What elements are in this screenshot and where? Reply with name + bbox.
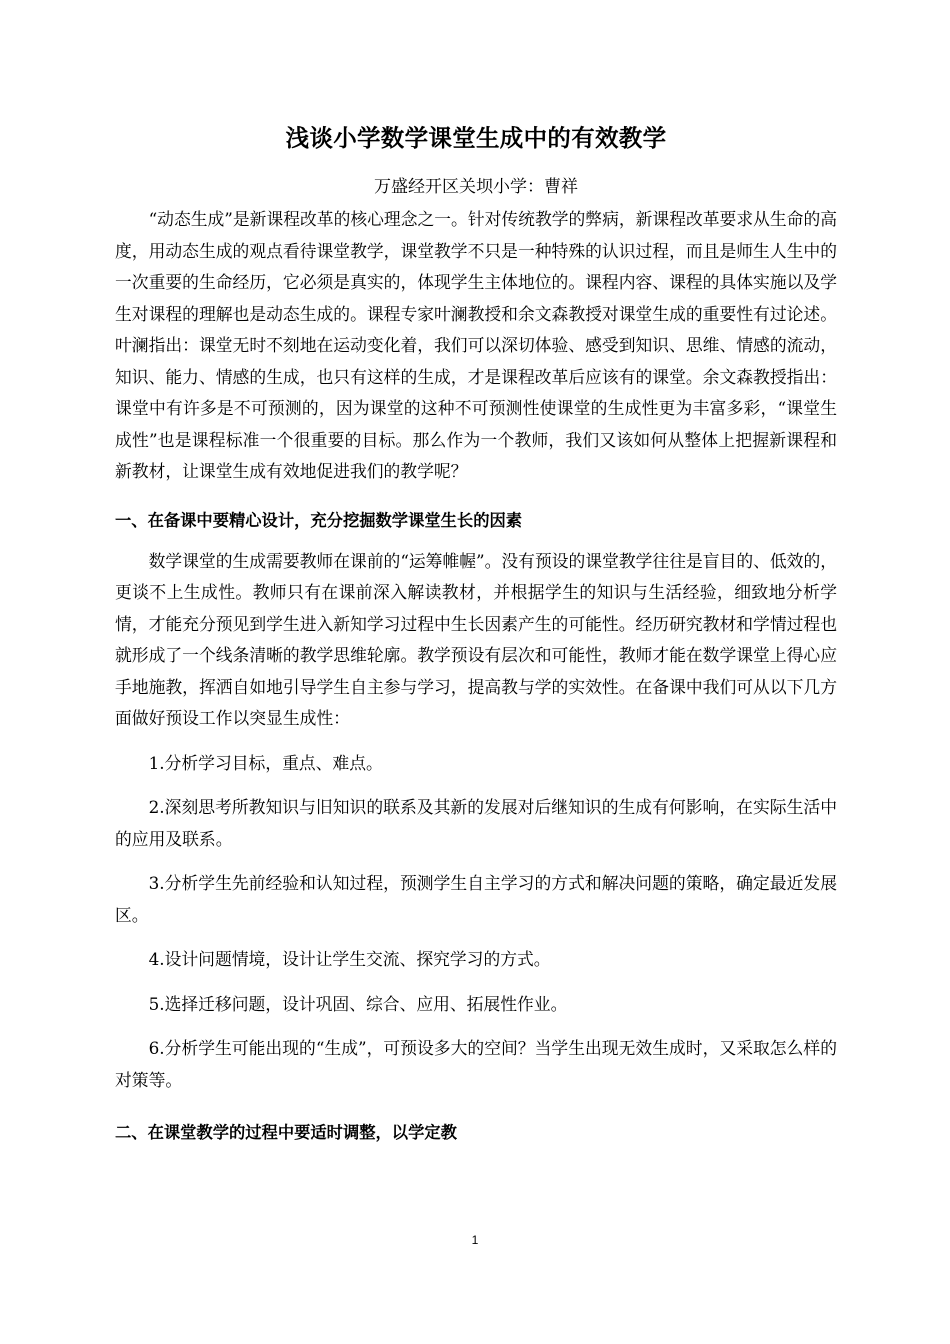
section-2-heading: 二、在课堂教学的过程中要适时调整，以学定教: [115, 1123, 457, 1142]
section-1-heading: 一、在备课中要精心设计，充分挖掘数学课堂生长的因素: [115, 510, 523, 530]
list-item: 4.设计问题情境，设计让学生交流、探究学习的方式。: [148, 949, 551, 969]
page-number: 1: [471, 1233, 479, 1247]
list-item: 5.选择迁移问题，设计巩固、综合、应用、拓展性作业。: [148, 993, 568, 1014]
document-page: [115, 120, 837, 1148]
section-1-paragraph: 数学课堂的生成需要教师在课前的“运筹帷幄”。没有预设的课堂教学往往是盲目的、低效的，更谈不上生成性。教师只有在课前深入解读教材，并根据学生的知识与生活经验，细致地分析学情，才能充分预见到学生进入新知学习过程中生长因素产生的可能性。经历研究教材和学情过程也就形成了一个线条清晰的教学思维轮廓。教学预设有层次和可能性，教师才能在数学课堂上得心应手地施教，挥洒自如地引导学生自主参与学习，提高教与学的实效性。在备课中我们可从以下几方面做好预设工作以突显生成性：: [115, 550, 838, 728]
list-item: 1.分析学习目标，重点、难点。: [148, 752, 383, 773]
author-line: 万盛经开区关坝小学：曹祥: [374, 177, 578, 197]
list-item: 3.分析学生先前经验和认知过程，预测学生自主学习的方式和解决问题的策略，确定最近发展区。: [115, 873, 837, 925]
list-item: 2.深刻思考所教知识与旧知识的联系及其新的发展对后继知识的生成有何影响，在实际生活中的应用及联系。: [115, 797, 837, 849]
list-item: 6.分析学生可能出现的“生成”，可预设多大的空间？当学生出现无效生成时，又采取怎么样的对策等。: [115, 1038, 837, 1090]
intro-paragraph: “动态生成”是新课程改革的核心理念之一。针对传统教学的弊病，新课程改革要求从生命的高度，用动态生成的观点看待课堂教学，课堂教学不只是一种特殊的认识过程，而且是师生人生中的一次重要的生命经历，它必须是真实的，体现学生主体地位的。课程内容、课程的具体实施以及学生对课程的理解也是动态生成的。课程专家叶澜教授和余文森教授对课堂生成的重要性有过论述。叶澜指出：课堂无时不刻地在运动变化着，我们可以深切体验、感受到知识、思维、情感的流动，知识、能力、情感的生成，也只有这样的生成，才是课程改革后应该有的课堂。余文森教授指出：课堂中有许多是不可预测的，因为课堂的这种不可预测性使课堂的生成性更为丰富多彩，“课堂生成性”也是课程标准一个很重要的目标。那么作为一个教师，我们又该如何从整体上把握新课程和新教材，让课堂生成有效地促进我们的教学呢？: [115, 209, 838, 481]
document-title: 浅谈小学数学课堂生成中的有效教学: [285, 124, 667, 152]
